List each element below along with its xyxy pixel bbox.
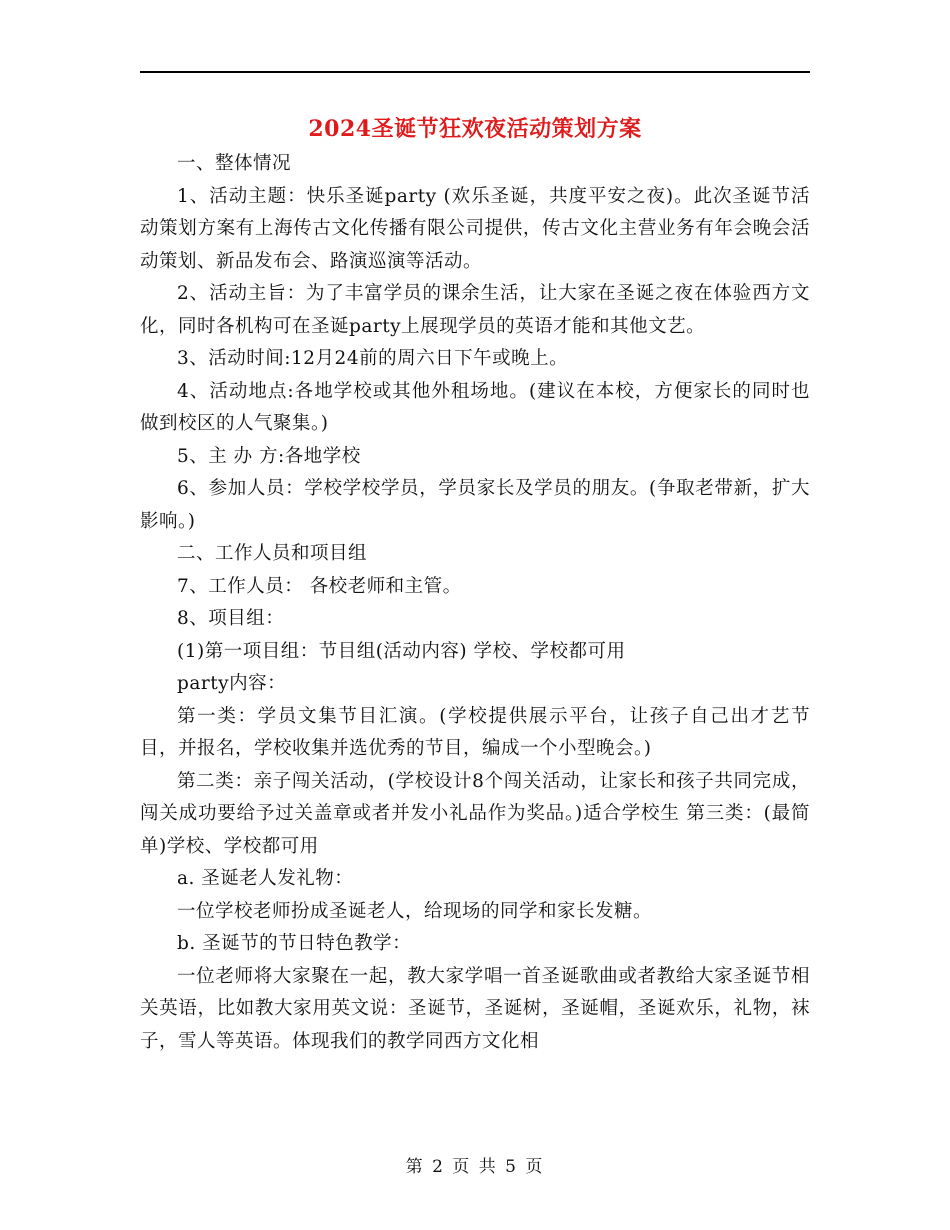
page-footer: 第 2 页 共 5 页 bbox=[405, 1157, 545, 1177]
paragraph-project-group: 8、项目组： bbox=[177, 608, 285, 629]
paragraph-location: 4、活动地点:各地学校或其他外租场地。(建议在本校，方便家长的同时也做到校区的人气聚集。) bbox=[140, 380, 810, 434]
paragraph-participants: 6、参加人员：学校学校学员，学员家长及学员的朋友。(争取老带新，扩大影响。) bbox=[140, 478, 810, 532]
paragraph-teaching: 一位老师将大家聚在一起，教大家学唱一首圣诞歌曲或者教给大家圣诞节相关英语，比如教大家用英文说：圣诞节，圣诞树，圣诞帽，圣诞欢乐，礼物，袜子，雪人等英语。体现我们的教学同西方文化相 bbox=[140, 965, 810, 1052]
paragraph-category-one: 第一类：学员文集节目汇演。(学校提供展示平台，让孩子自己出才艺节目，并报名，学校收集并选优秀的节目，编成一个小型晚会。) bbox=[140, 705, 810, 759]
header-rule bbox=[140, 71, 810, 73]
paragraph-staff: 7、工作人员： 各校老师和主管。 bbox=[177, 575, 462, 597]
section-heading-overview: 一、整体情况 bbox=[177, 153, 292, 174]
paragraph-category-two: 第二类：亲子闯关活动，(学校设计8个闯关活动，让家长和孩子共同完成，闯关成功要给予过关盖章或者并发小礼品作为奖品。)适合学校生 第三类：(最简单)学校、学校都可用 bbox=[140, 770, 810, 857]
paragraph-theme: 1、活动主题：快乐圣诞party (欢乐圣诞，共度平安之夜)。此次圣诞节活动策划方案有上海传古文化传播有限公司提供，传古文化主营业务有年会晚会活动策划、新品发布会、路演巡演等活动。 bbox=[140, 185, 810, 272]
document-body bbox=[140, 148, 810, 1058]
paragraph-purpose: 2、活动主旨：为了丰富学员的课余生活，让大家在圣诞之夜在体验西方文化，同时各机构可在圣诞party上展现学员的英语才能和其他文艺。 bbox=[140, 283, 810, 337]
paragraph-santa: 一位学校老师扮成圣诞老人，给现场的同学和家长发糖。 bbox=[177, 900, 653, 922]
document-title: 2024圣诞节狂欢夜活动策划方案 bbox=[308, 116, 642, 142]
paragraph-item-a: a. 圣诞老人发礼物： bbox=[177, 868, 354, 889]
paragraph-time: 3、活动时间:12月24前的周六日下午或晚上。 bbox=[177, 348, 569, 369]
paragraph-organizer: 5、主 办 方:各地学校 bbox=[177, 445, 361, 467]
paragraph-item-b: b. 圣诞节的节日特色教学： bbox=[177, 933, 412, 954]
paragraph-first-group: (1)第一项目组：节目组(活动内容) 学校、学校都可用 bbox=[177, 640, 626, 662]
paragraph-party-content: party内容： bbox=[177, 673, 287, 694]
section-heading-staff: 二、工作人员和项目组 bbox=[177, 543, 368, 564]
